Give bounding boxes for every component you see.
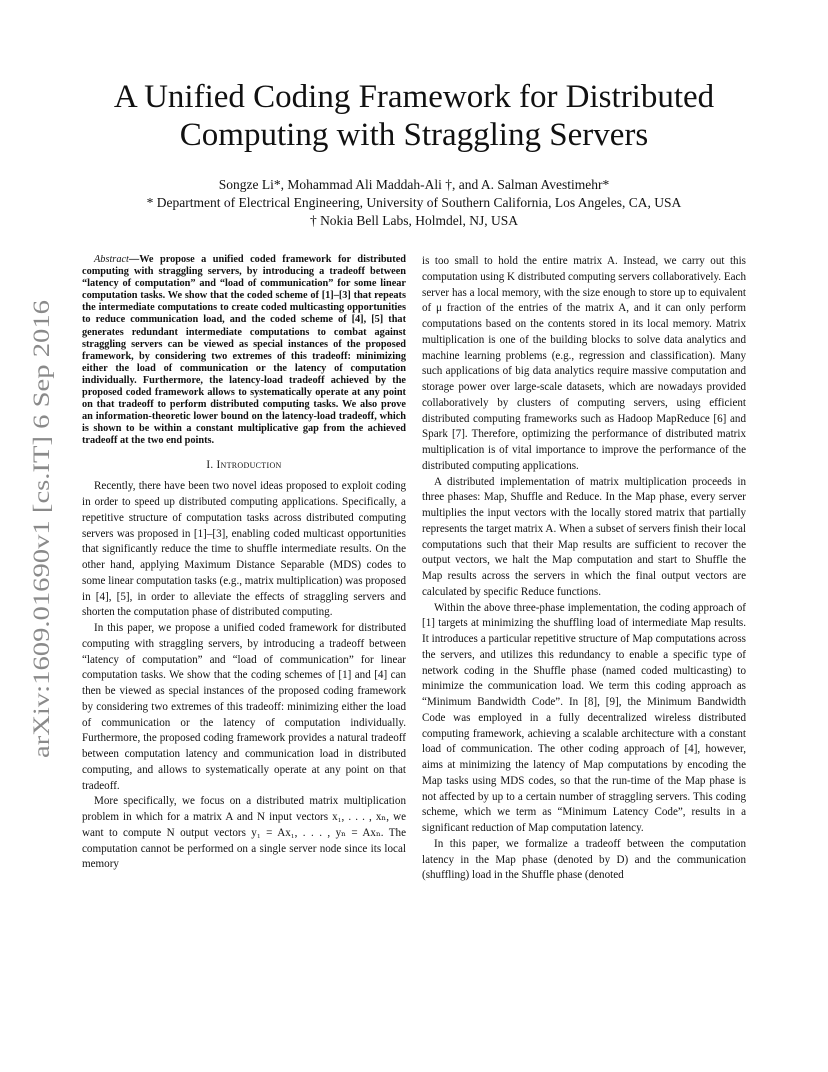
paragraph: In this paper, we propose a unified coded framework for distributed computing with straggling servers, by introducing a tradeoff between “latency of computation” and “load of communication” for linear computation tasks. We show that the coding schemes of [1] and [4] can then be viewed as special instances of the proposed coding framework by considering two extremes of this tradeoff: minimizing either the load of communication or the latency of computation individually. Furthermore, the proposed coding framework provides a natural tradeoff between computation latency and communication load in distributed computing, and allows to systematically operate at any point on that tradeoff. [82, 622, 406, 792]
abstract-text: —We propose a unified coded framework for distributed computing with straggling servers, by introducing a tradeoff between “latency of computation” and “load of communication” for some linear computation tasks. We show that the coded scheme of [1]–[3] that repeats the intermediate computations to create coded multicasting opportunities to reduce communication load, and the coded scheme of [4], [5] that generates redundant intermediate computations to combat against straggling servers can be viewed as special instances of the proposed framework, by considering two extremes of this tradeoff: minimizing either the load of communication or the latency of computation individually. Furthermore, the latency-load tradeoff achieved by the proposed coded framework allows to systematically operate at any point on that tradeoff to perform distributed computing tasks. We also prove an information-theoretic lower bound on the latency-load tradeoff, which is shown to be within a constant multiplicative gap from the achieved tradeoff at the two end points. [82, 254, 406, 447]
title-line-2: Computing with Straggling Servers [179, 117, 649, 153]
paper-header [0, 78, 828, 230]
paper-title [0, 78, 828, 154]
section-title: Introduction [216, 458, 282, 471]
paragraph: Recently, there have been two novel ideas proposed to exploit coding in order to speed up distributed computing applications. Specifically, a repetitive structure of computation tasks across distributed computing servers was proposed in [1]–[3], enabling coded multicast opportunities that significantly reduce the time to shuffle intermediate results. On the other hand, applying Maximum Distance Separable (MDS) codes to some linear computation tasks (e.g., matrix multiplication) was proposed in [4], [5], in order to alleviate the effects of straggling servers and shorten the computation phase of distributed computing. [82, 480, 406, 619]
affiliation-nokia: † Nokia Bell Labs, Holmdel, NJ, USA [309, 213, 519, 228]
arxiv-identifier-stamp [22, 300, 58, 760]
section-number: I. [206, 458, 214, 471]
author-list: Songze Li*, Mohammad Ali Maddah-Ali †, and A. Salman Avestimehr* [218, 177, 610, 192]
affiliation-usc: * Department of Electrical Engineering, University of Southern California, Los Angeles, CA, USA [146, 195, 682, 210]
paragraph: In this paper, we formalize a tradeoff between the computation latency in the Map phase (denoted by D) and the communication (shuffling) load in the Shuffle phase (denoted [422, 837, 746, 882]
abstract-label: Abstract [94, 254, 129, 265]
paragraph: is too small to hold the entire matrix A. Instead, we carry out this computation using K distributed computing servers collaboratively. Each server has a local memory, with the size enough to store up to equivalent of μ fraction of the entries of the matrix A, and it can only perform computations based on the contents stored in its local memory. Matrix multiplication is one of the building blocks to solve data analytics and machine learning problems (e.g., regression and classification). Many such applications of big data analytics require massive computation and storage power over large-scale datasets, which are nowadays provided collaboratively by clusters of computing servers, using efficient distributed computing frameworks such as Hadoop MapReduce [6] and Spark [7]. Therefore, optimizing the performance of distributed matrix multiplication is of vital importance to improve the performance of the distributed computing applications. [422, 255, 747, 472]
abstract [82, 254, 406, 448]
arxiv-identifier-text: arXiv:1609.01690v1 [cs.IT] 6 Sep 2016 [29, 382, 55, 758]
paragraph: Within the above three-phase implementation, the coding approach of [1] targets at minimizing the shuffling load of intermediate Map results. It introduces a particular repetitive structure of Map computations across the servers, and utilizes this redundancy to enable a specific type of network coding in the Shuffle phase (named coded multicasting) to minimize the communication load. We term this coding approach as “Minimum Bandwidth Code”. In [8], [9], the Minimum Bandwidth Code was employed in a fully decentralized wireless distributed computing framework, achieving a scalable architecture with a constant load of communication. The other coding approach of [4], however, aims at minimizing the latency of Map computations by encoding the Map tasks using MDS codes, so that the run-time of the Map phase is not affected by up to a certain number of straggling servers. This coding scheme, which we term as “Minimum Latency Code”, results in a significant reduction of Map computation latency. [422, 601, 746, 834]
title-line-1: A Unified Coding Framework for Distributed [113, 79, 715, 115]
left-column [82, 254, 406, 873]
paragraph: A distributed implementation of matrix multiplication proceeds in three phases: Map, Shuffle and Reduce. In the Map phase, every server multiplies the input vectors with the locally stored matrix that partially represents the target matrix A. When a subset of servers finish their local computations such that their Map results are sufficient to recover the output vectors, we halt the Map computation and start to Shuffle the Map results across the servers in which the final output vectors are calculated by specific Reduce functions. [422, 475, 746, 598]
section-heading-introduction [82, 458, 406, 474]
right-column [422, 254, 746, 884]
paragraph: More specifically, we focus on a distributed matrix multiplication problem in which for a matrix A and N input vectors x₁, . . . , xₙ, we want to compute N output vectors y₁ = Ax₁, . . . , yₙ = Axₙ. The computation cannot be performed on a single server node since its local memory [82, 795, 406, 871]
